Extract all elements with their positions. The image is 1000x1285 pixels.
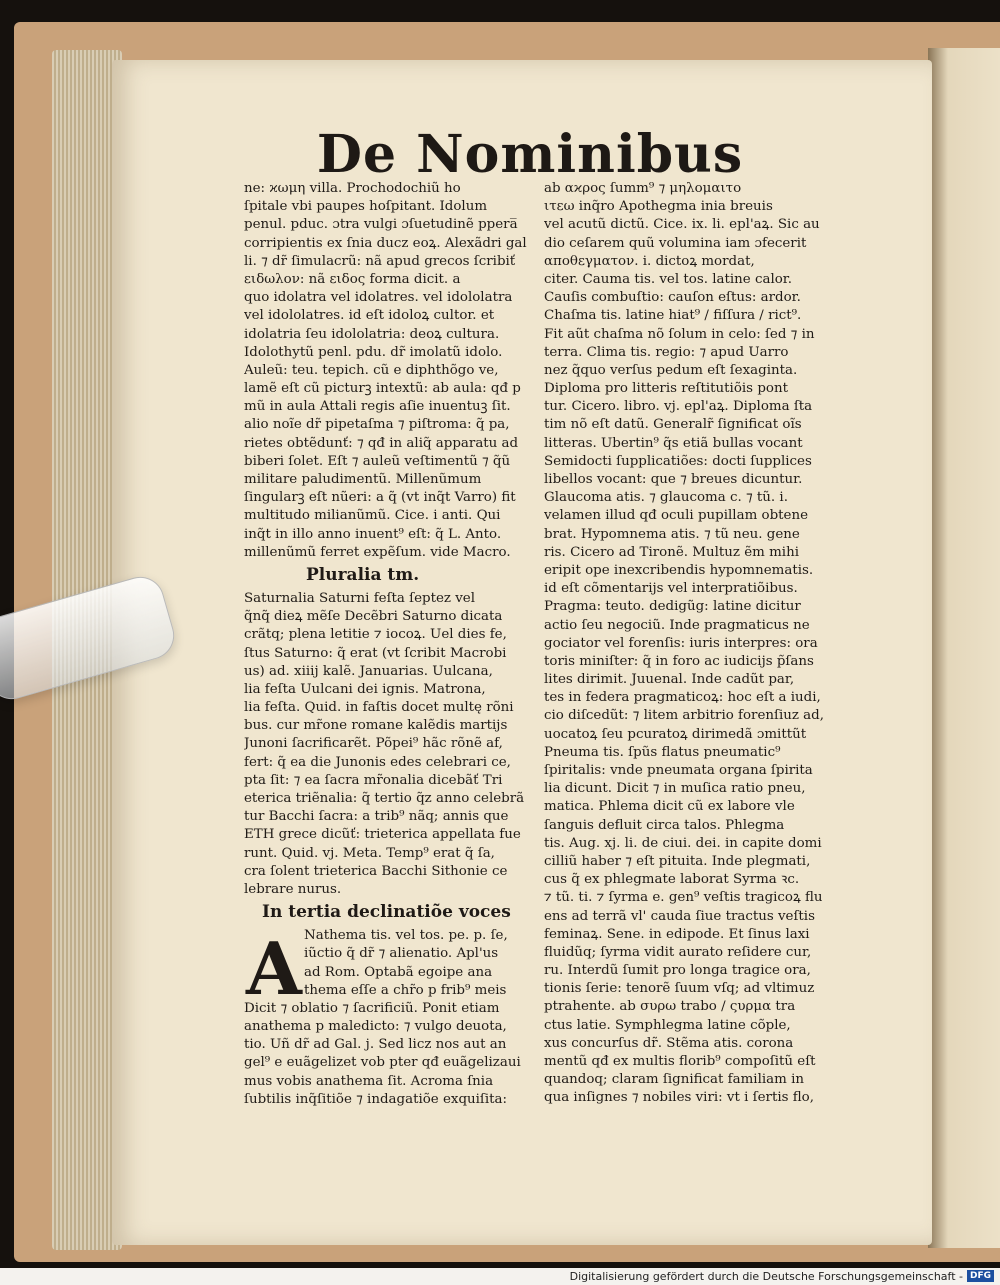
left-column-line: rietes obtẽdunť: ⁊ qđ in aliq̃ apparatu ad: [244, 435, 519, 451]
left-column-line: quo idolatra vel idolatres. vel idololatra: [244, 290, 513, 306]
right-column: [544, 180, 844, 1108]
right-column-line: ιτεω inq̃ro Apothegma inia breuis: [544, 199, 773, 215]
right-column-line: tes in federa pragmaticoꝝ: hoc eſt a iudi,: [544, 690, 821, 706]
right-column-line: tionis ſerie: tenorẽ ſuum vſq; ad vltimuz: [544, 981, 815, 997]
left-column-pluralia-line: lia feſta Uulcani dei ignis. Matrona,: [244, 681, 486, 697]
right-column-line: eripit ope inexcribendis hypomnematis.: [544, 562, 814, 578]
funding-footer: [570, 1269, 994, 1283]
decorated-initial: A: [246, 926, 302, 1012]
left-column-line: ſpitale vbi paupes hoſpitant. Idolum: [244, 199, 488, 215]
left-column-pluralia-line: Saturnalia Saturni feſta ſeptez vel: [244, 590, 476, 606]
left-column-line: Auleũ: teu. tepich. cũ e diphthõgo ve,: [244, 362, 499, 378]
left-column-anathema-cont-line: anathema p maledicto: ⁊ vulgo deuota,: [244, 1019, 507, 1035]
left-column-line: lamẽ eſt cũ picturꝫ intextũ: ab aula: qđ p: [244, 381, 521, 397]
right-column-line: ctus latie. Symphlegma latine cõple,: [544, 1017, 791, 1033]
right-column-line: Glaucoma atis. ⁊ glaucoma c. ⁊ tũ. i.: [544, 490, 788, 506]
right-column-line: uocatoꝝ ſeu pcuratoꝝ dirimedã ɔmittũt: [544, 726, 807, 742]
facing-page-edge: [928, 48, 1000, 1248]
right-column-line: quandoq; claram ſignificat familiam in: [544, 1072, 804, 1088]
right-column-line: tis. Aug. xj. li. de ciui. dei. in capite domi: [544, 835, 822, 851]
left-column-pluralia-line: tur Bacchi ſacra: a trib⁹ nãq; annis que: [244, 809, 509, 825]
left-column-pluralia-line: lebrare nurus.: [244, 881, 342, 897]
right-column-line: Semidocti ſupplicatiões: docti ſupplices: [544, 453, 812, 469]
right-column-line: brat. Hypomnema atis. ⁊ tũ neu. gene: [544, 526, 800, 542]
right-column-line: dio ceſarem quũ volumina iam ɔfecerit: [544, 235, 807, 251]
left-column-anathema-cont-line: gel⁹ e euãgelizet vob pter qđ euãgelizaui: [244, 1055, 521, 1071]
left-column-line: idolatria ſeu idololatria: deoꝝ cultura.: [244, 326, 500, 342]
right-column-line: lites dirimit. Juuenal. Inde cadũt par,: [544, 672, 795, 688]
right-column-line: ris. Cicero ad Tironẽ. Multuz ẽm mihi: [544, 544, 799, 560]
left-column-pluralia-line: bus. cur mr̃one romane kalẽdis martijs: [244, 718, 508, 734]
right-column-line: αποθεγματον. i. dictoꝝ mordat,: [544, 253, 755, 269]
right-column-line: ru. Interdũ ſumit pro longa tragice ora,: [544, 963, 811, 979]
left-column-pluralia-line: lia feſta. Quid. in faſtis docet multę rõni: [244, 700, 514, 716]
left-column-anathema-cont-line: Dicit ⁊ oblatio ⁊ ſacrificiũ. Ponit etiam: [244, 1000, 500, 1016]
right-column-line: Diploma pro litteris reſtitutiõis pont: [544, 381, 788, 397]
right-column-line: ⁊ tũ. ti. ⁊ ſyrma e. gen⁹ veſtis tragicoꝝ flu: [544, 890, 823, 906]
left-column-anathema-line: ad Rom. Optabã egoipe ana: [304, 964, 493, 980]
left-column-line: Idolothytũ penl. pdu. dr̃ imolatũ idolo.: [244, 344, 503, 360]
left-column-line: penul. pduc. ɔtra vulgi ɔſuetudinẽ ppera̅: [244, 217, 518, 233]
right-column-line: vel acutũ dictũ. Cice. ix. li. epl'aꝝ. Sic au: [544, 217, 820, 233]
right-column-line: ſpiritalis: vnde pneumata organa ſpirita: [544, 763, 813, 778]
right-column-line: lia dicunt. Dicit ⁊ in muſica ratio pneu,: [544, 781, 806, 797]
right-column-line: ens ad terrã vl' cauda ſiue tractus veſtis: [544, 908, 815, 924]
right-column-line: tur. Cicero. libro. vj. epl'aꝝ. Diploma ſta: [544, 399, 813, 415]
right-column-line: cilliũ haber ⁊ eſt pituita. Inde plegmati,: [544, 853, 811, 869]
right-column-line: cus q̃ ex phlegmate laborat Syrma ꝛc.: [544, 872, 800, 888]
left-column-line: li. ⁊ dr̃ ſimulacrũ: nã apud grecos ſcribiť: [244, 253, 516, 269]
right-column-line: litteras. Ubertin⁹ q̃s etiã bullas vocant: [544, 435, 803, 451]
right-column-line: feminaꝝ. Sene. in edipode. Et ſinus laxi: [544, 926, 810, 942]
left-column-line: inq̃t in illo anno inuent⁹ eſt: q̃ L. Anto.: [244, 526, 502, 542]
page-title: De Nominibus: [316, 124, 744, 185]
right-column-line: toris miniſter: q̃ in foro ac iudicijs p̃ſans: [544, 653, 814, 669]
right-column-line: ab αϰρος ſumm⁹ ⁊ μηλομαιτο: [544, 181, 742, 196]
left-column-pluralia-line: pta ſit: ⁊ ea ſacra mr̃onalia dicebãť Tri: [244, 772, 503, 788]
left-column-line: mũ in aula Attali regis aſie inuentuꝫ ſit.: [244, 399, 511, 415]
left-column-line: multitudo milianũmũ. Cice. i anti. Qui: [244, 508, 501, 524]
left-column-pluralia-line: ſtus Saturno: q̃ erat (vt ſcribit Macrobi: [244, 645, 507, 661]
right-column-line: Fit aũt chaſma nõ ſolum in celo: ſed ⁊ in: [544, 326, 815, 342]
left-column-line: vel idololatres. id eſt idoloꝝ cultor. et: [244, 308, 495, 324]
left-column-line: corripientis ex ſnia ducz eoꝝ. Alexãdri gal: [244, 235, 527, 251]
left-column-pluralia-line: Junoni ſacrificarẽt. Põpei⁹ hãc rõnẽ af,: [244, 736, 503, 752]
left-column-anathema-cont-line: tio. Uñ dr̃ ad Gal. j. Sed licz nos aut an: [244, 1037, 507, 1053]
left-column-anathema-cont-line: ſubtilis inq̃ſitiõe ⁊ indagatiõe exquiſita:: [244, 1091, 508, 1107]
right-column-line: id eſt cõmentarijs vel interpratiõibus.: [544, 581, 798, 597]
right-column-line: Cauſis combuſtio: cauſon eſtus: ardor.: [544, 290, 801, 306]
left-column: [244, 180, 544, 1109]
left-column-line: militare paludimentũ. Millenũmum: [244, 472, 482, 487]
right-column-line: Chaſma tis. latine hiat⁹ / fiſſura / rict⁹.: [544, 308, 802, 324]
right-column-line: cio diſcedũt: ⁊ litem arbitrio forenſiuz ad,: [544, 708, 824, 724]
right-column-line: Pragma: teuto. dedigũg: latine dicitur: [544, 599, 801, 615]
left-column-pluralia-line: cra ſolent trieterica Bacchi Sithonie ce: [244, 863, 508, 879]
left-column-line: ειδωλον: nã ειδος forma dicit. a: [244, 271, 461, 287]
right-column-line: velamen illud qđ oculi pupillam obtene: [544, 508, 809, 524]
right-column-line: terra. Clima tis. regio: ⁊ apud Uarro: [544, 344, 789, 360]
right-column-line: gociator vel forenſis: iuris interpres: ora: [544, 635, 818, 651]
right-column-line: libellos vocant: que ⁊ breues dicuntur.: [544, 472, 803, 487]
section-heading-pluralia: Pluralia tm.: [306, 564, 420, 585]
left-column-pluralia-line: us) ad. xiiij kalẽ. Januarias. Uulcana,: [244, 663, 493, 679]
left-column-line: ſingularꝫ eſt nũeri: a q̃ (vt inq̃t Varro) fit: [244, 490, 516, 506]
right-column-line: qua inſignes ⁊ nobiles viri: vt i ſertis flo,: [544, 1090, 814, 1106]
right-column-line: xus concurſus dr̃. Stẽma atis. corona: [544, 1035, 794, 1051]
left-column-line: ne: ϰωμη villa. Prochodochiũ ho: [244, 181, 461, 196]
left-column-pluralia-line: eterica triẽnalia: q̃ tertio q̃z anno celebrã: [244, 791, 525, 806]
right-column-line: mentũ qđ ex multis florib⁹ compoſitũ eſt: [544, 1054, 816, 1069]
left-column-anathema-cont-line: mus vobis anathema ſit. Acroma ſnia: [244, 1073, 494, 1089]
left-column-pluralia-line: crãtq; plena letitie ⁊ iocoꝝ. Uel dies fe,: [244, 627, 507, 643]
footer-text: Digitalisierung gefördert durch die Deutsche Forschungsgemeinschaft -: [569, 1269, 963, 1283]
left-column-anathema-line: iũctio q̃ dr̃ ⁊ alienatio. Apl'us: [304, 946, 499, 962]
left-column-pluralia-line: runt. Quid. vj. Meta. Temp⁹ erat q̃ ſa,: [244, 845, 495, 861]
left-column-line: millenũmũ ferret expẽſum. vide Macro.: [244, 544, 511, 560]
left-column-pluralia-line: ΕΤΗ grece dicũť: trieterica appellata fue: [244, 827, 521, 843]
right-column-line: ſanguis defluit circa talos. Phlegma: [544, 817, 785, 833]
dfg-logo: DFG: [967, 1270, 994, 1282]
left-column-anathema-line: Nathema tis. vel tos. pe. p. ſe,: [304, 928, 508, 944]
right-column-line: Pneuma tis. ſpũs flatus pneumatic⁹: [544, 744, 781, 760]
right-column-line: ptrahente. ab συρω trabo / ςυρμα tra: [544, 999, 796, 1015]
right-column-line: tim nõ eſt datũ. Generalr̃ ſignificat oĩs: [544, 417, 802, 433]
left-column-pluralia-line: fert: q̃ ea die Junonis edes celebrari ce,: [244, 754, 511, 770]
right-column-line: fluidũq; ſyrma vidit aurato reſidere cur,: [544, 944, 812, 960]
right-column-line: matica. Phlema dicit cũ ex labore vle: [544, 799, 795, 815]
section-heading-tertia-declinatio: In tertia declinatiõe voces: [262, 902, 511, 923]
left-column-anathema-line: thema eſſe a chr̃o p frib⁹ meis: [304, 982, 507, 998]
left-column-pluralia-line: q̃nq̃ dieꝝ mẽſe Decẽbri Saturno dicata: [244, 609, 503, 625]
right-column-line: actio ſeu negociũ. Inde pragmaticus ne: [544, 617, 810, 633]
left-column-line: biberi ſolet. Eſt ⁊ auleũ veſtimentũ ⁊ q̃ũ: [244, 453, 511, 469]
right-column-line: nez q̃quo verſus pedum eſt ſexaginta.: [544, 362, 798, 378]
left-column-line: alio noĩe dr̃ pipetaſma ⁊ piſtroma: q̃ pa,: [244, 417, 510, 433]
right-column-line: citer. Cauma tis. vel tos. latine calor.: [544, 271, 792, 287]
